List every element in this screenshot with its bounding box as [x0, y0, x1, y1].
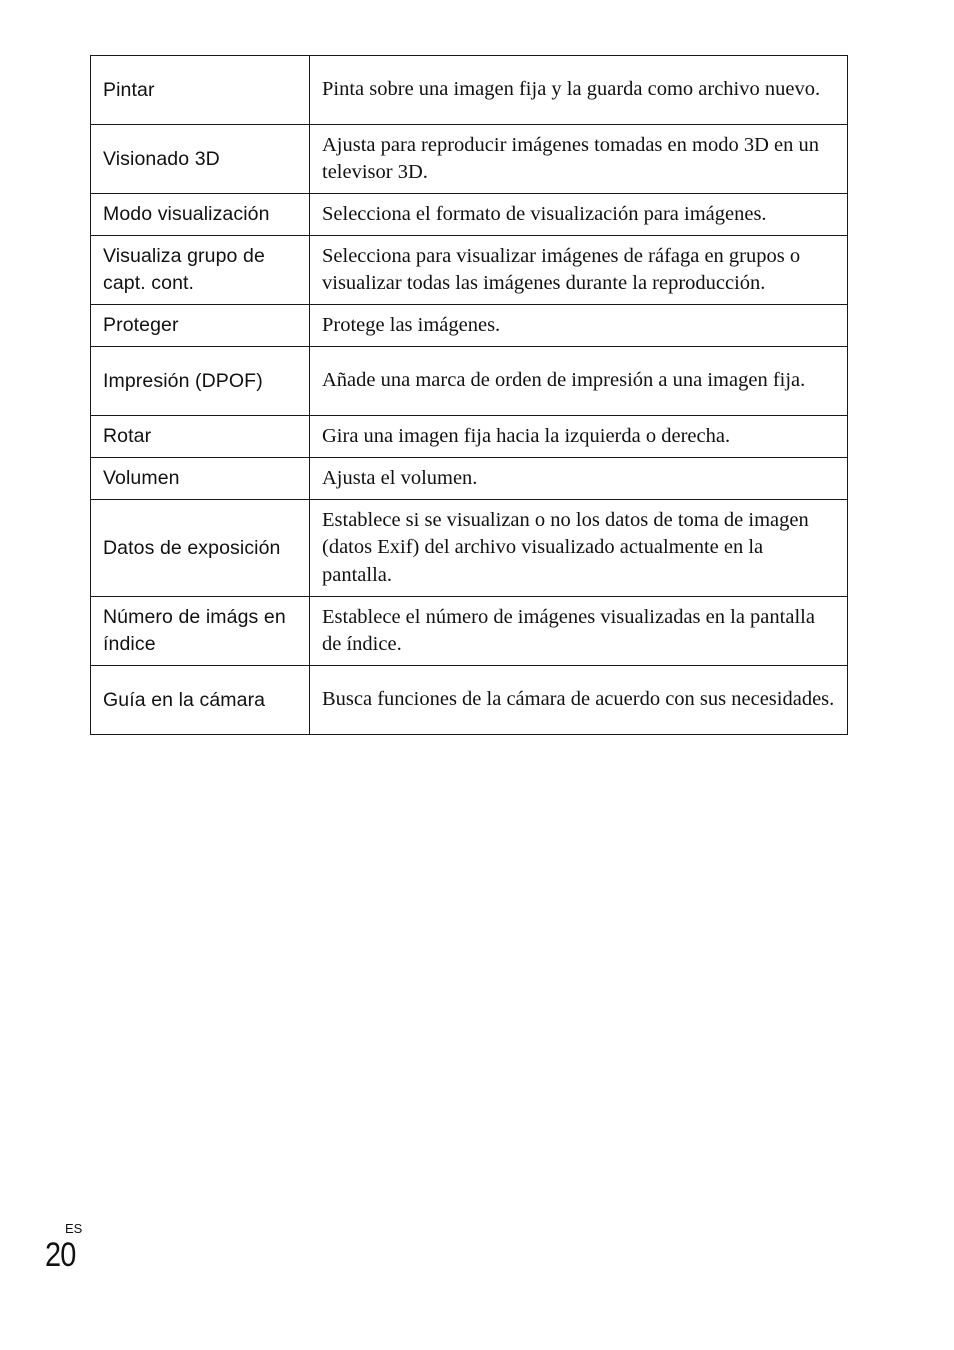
table-row: [91, 194, 848, 236]
function-description: Selecciona para visualizar imágenes de ráfaga en grupos o visualizar todas las imágenes durante la reproducción.: [310, 236, 848, 305]
table-row: [91, 56, 848, 125]
menu-functions-table: [90, 55, 848, 735]
table-row: [91, 500, 848, 597]
function-name: Guía en la cámara: [91, 666, 310, 735]
function-description: Pinta sobre una imagen fija y la guarda como archivo nuevo.: [310, 56, 848, 125]
function-name: Datos de exposición: [91, 500, 310, 597]
function-description: Protege las imágenes.: [310, 305, 848, 347]
function-description: Añade una marca de orden de impresión a una imagen fija.: [310, 347, 848, 416]
table-row: [91, 416, 848, 458]
function-description: Busca funciones de la cámara de acuerdo con sus necesidades.: [310, 666, 848, 735]
function-name: Rotar: [91, 416, 310, 458]
function-description: Establece el número de imágenes visualizadas en la pantalla de índice.: [310, 597, 848, 666]
page-number: 20: [45, 1236, 76, 1274]
table-row: [91, 125, 848, 194]
language-code: ES: [65, 1221, 83, 1236]
table-row: [91, 666, 848, 735]
function-description: Ajusta para reproducir imágenes tomadas en modo 3D en un televisor 3D.: [310, 125, 848, 194]
table-row: [91, 236, 848, 305]
table-row: [91, 347, 848, 416]
function-name: Número de imágs en índice: [91, 597, 310, 666]
function-description: Establece si se visualizan o no los datos de toma de imagen (datos Exif) del archivo visualizado actualmente en la pantalla.: [310, 500, 848, 597]
function-description: Selecciona el formato de visualización para imágenes.: [310, 194, 848, 236]
function-name: Pintar: [91, 56, 310, 125]
function-name: Proteger: [91, 305, 310, 347]
function-name: Impresión (DPOF): [91, 347, 310, 416]
function-name: Visionado 3D: [91, 125, 310, 194]
function-description: Gira una imagen fija hacia la izquierda o derecha.: [310, 416, 848, 458]
table-row: [91, 458, 848, 500]
table-row: [91, 597, 848, 666]
function-name: Modo visualización: [91, 194, 310, 236]
function-description: Ajusta el volumen.: [310, 458, 848, 500]
table-row: [91, 305, 848, 347]
function-name: Visualiza grupo de capt. cont.: [91, 236, 310, 305]
function-name: Volumen: [91, 458, 310, 500]
